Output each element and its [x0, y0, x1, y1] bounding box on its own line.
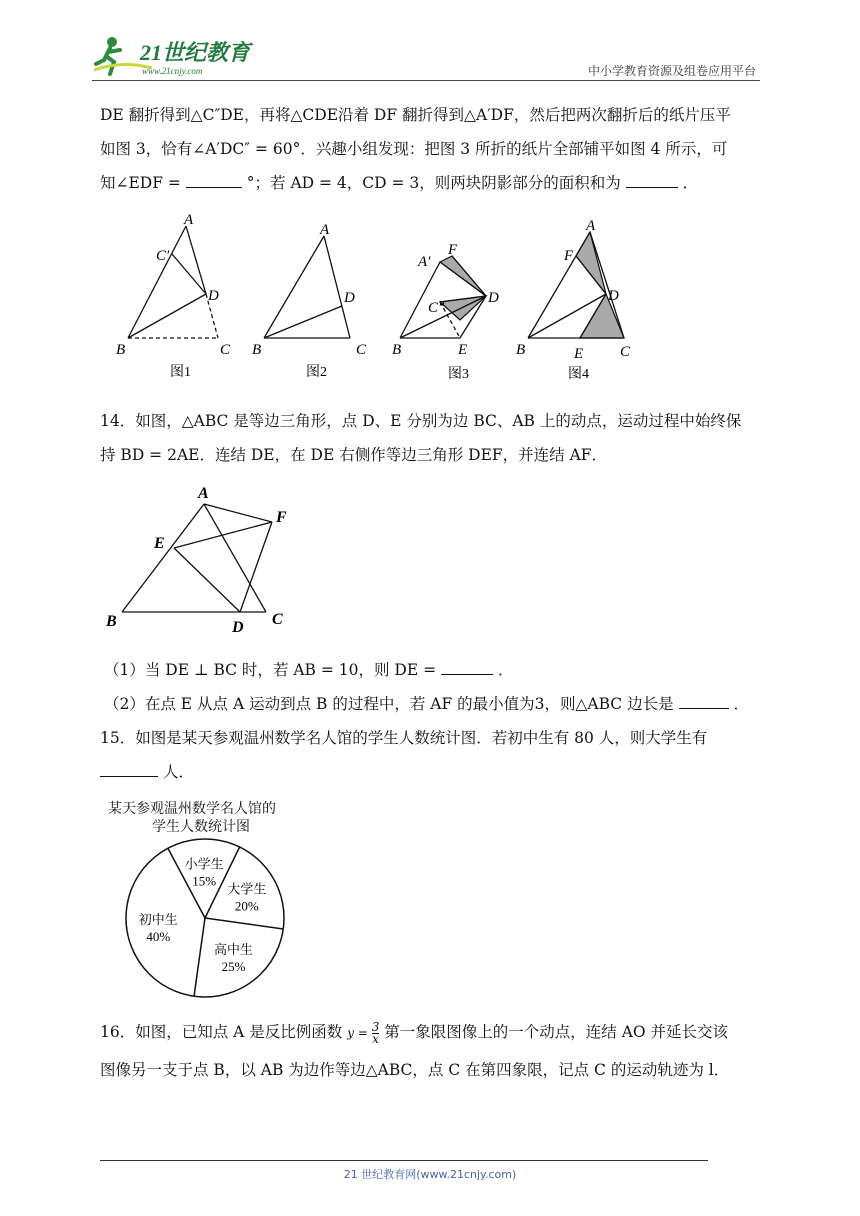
- fig4-label-b: B: [516, 342, 526, 358]
- fig4-label-a: A: [586, 218, 596, 234]
- site-logo: [92, 30, 262, 80]
- q14-sub1: [104, 660, 513, 680]
- pie-label-category: 初中生: [138, 912, 178, 928]
- svg-text:www.21cnjy.com: www.21cnjy.com: [142, 66, 203, 76]
- q14-label-b: B: [106, 613, 117, 630]
- fig3-label-a1: A′: [418, 254, 431, 270]
- answer-blank-side[interactable]: [679, 694, 729, 709]
- q16-frac-num: 3: [371, 1020, 380, 1034]
- q14-sub1-end: ．: [497, 661, 514, 679]
- q16-line1-a: 16．如图，已知点 A 是反比例函数: [100, 1023, 343, 1041]
- answer-blank-college[interactable]: [100, 762, 158, 777]
- fig2-caption: 图2: [306, 365, 327, 380]
- q14-figure: [100, 480, 310, 640]
- runner-logo-icon: [92, 30, 262, 80]
- fig4-label-f: F: [564, 248, 574, 264]
- q14-label-a: A: [198, 485, 209, 502]
- header-divider: [92, 80, 760, 81]
- q16-line2: 图像另一支于点 B，以 AB 为边作等边△ABC，点 C 在第四象限，记点 C 的运动轨迹为 l．: [100, 1061, 730, 1079]
- fig1-label-a: A: [184, 212, 194, 228]
- q13-line2: 如图 3，恰有∠A′DC″ = 60°．兴趣小组发现：把图 3 所折的纸片全部铺平如图 4 所示，可: [100, 140, 728, 158]
- fig3-diagram: [392, 242, 499, 382]
- fig4-caption: 图4: [568, 367, 589, 382]
- answer-blank-de[interactable]: [441, 660, 493, 675]
- fig3-label-c2: C″: [428, 300, 445, 316]
- q14-label-e: E: [154, 535, 165, 552]
- pie-label-category: 大学生: [227, 881, 267, 897]
- fig3-label-b: B: [392, 342, 402, 358]
- fig4-label-e: E: [574, 346, 584, 362]
- q14-sub2-end: ．: [733, 695, 749, 713]
- q14-sub2-text: （2）在点 E 从点 A 运动到点 B 的过程中，若 AF 的最小值为3，则△ABC 边长是: [104, 695, 674, 713]
- pie-chart: [120, 835, 290, 1005]
- q16-frac-stack: [372, 1022, 380, 1045]
- q13-line3: [100, 173, 698, 193]
- q13-line3-c: ．: [682, 174, 699, 192]
- fig4-diagram: [516, 218, 631, 382]
- pie-label-category: 小学生: [184, 856, 224, 872]
- q16-fraction: [347, 1022, 379, 1045]
- q13-line3-b: °；若 AD = 4，CD = 3，则两块阴影部分的面积和为: [246, 174, 621, 192]
- q14-label-d: D: [232, 619, 244, 636]
- q15-line1: 15．如图是某天参观温州数学名人馆的学生人数统计图．若初中生有 80 人，则大学生有: [100, 729, 708, 747]
- q14-sub2: [104, 694, 749, 714]
- q16-frac-den: x: [372, 1032, 379, 1046]
- q14-label-f: F: [276, 509, 287, 526]
- fig2-label-b: B: [252, 342, 262, 358]
- q14-line2: 持 BD = 2AE．连结 DE，在 DE 右侧作等边三角形 DEF，并连结 AF．: [100, 446, 608, 464]
- answer-blank-angle[interactable]: [186, 173, 242, 188]
- fig1-diagram: [116, 212, 231, 380]
- fig3-label-e: E: [458, 342, 468, 358]
- pie-label-category: 高中生: [214, 941, 254, 957]
- q14-line1: 14．如图，△ABC 是等边三角形，点 D、E 分别为边 BC、AB 上的动点，运动过程中始终保: [100, 412, 742, 430]
- pie-label-percent: 25%: [221, 958, 246, 974]
- q16-line1: [100, 1022, 728, 1045]
- fig3-label-d: D: [488, 290, 499, 306]
- svg-text:21世纪教育: 21世纪教育: [140, 40, 251, 65]
- q16-frac-y: y =: [347, 1026, 368, 1040]
- q13-line3-a: 知∠EDF =: [100, 174, 181, 192]
- pie-title-line2: 学生人数统计图: [152, 819, 250, 835]
- fig1-label-c: C: [220, 342, 231, 358]
- fig1-caption: 图1: [170, 365, 191, 380]
- pie-label-percent: 15%: [192, 873, 217, 889]
- pie-title-line1: 某天参观温州数学名人馆的: [108, 801, 276, 817]
- fig2-label-c: C: [356, 342, 367, 358]
- q13-line1: DE 翻折得到△C″DE，再将△CDE沿着 DF 翻折得到△A′DF，然后把两次翻折后的纸片压平: [100, 106, 731, 124]
- fig3-label-f: F: [448, 242, 458, 258]
- q13-figures: [100, 210, 660, 390]
- fig2-label-a: A: [320, 222, 330, 238]
- answer-blank-area[interactable]: [626, 173, 678, 188]
- pie-chart-title: [108, 800, 276, 836]
- fig4-label-d: D: [608, 288, 619, 304]
- footer-divider: [100, 1160, 708, 1161]
- q16-line1-b: 第一象限图像上的一个动点，连结 AO 并延长交该: [384, 1023, 729, 1041]
- q14-label-c: C: [272, 611, 283, 628]
- fig4-label-c: C: [620, 344, 631, 360]
- pie-label-percent: 40%: [146, 929, 171, 945]
- q15-line2: [100, 762, 194, 782]
- fig3-caption: 图3: [448, 367, 469, 382]
- pie-label-percent: 20%: [234, 898, 259, 914]
- fig2-diagram: [252, 222, 367, 380]
- header-tagline: 中小学教育资源及组卷应用平台: [587, 64, 756, 78]
- fig1-label-d: D: [208, 288, 219, 304]
- fig2-label-d: D: [344, 290, 355, 306]
- fig1-label-c1: C′: [156, 248, 170, 264]
- q14-sub1-text: （1）当 DE ⊥ BC 时，若 AB = 10，则 DE =: [104, 661, 437, 679]
- q15-line2-text: 人．: [162, 763, 194, 781]
- footer-text: 21 世纪教育网(www.21cnjy.com): [343, 1168, 517, 1181]
- fig1-label-b: B: [116, 342, 126, 358]
